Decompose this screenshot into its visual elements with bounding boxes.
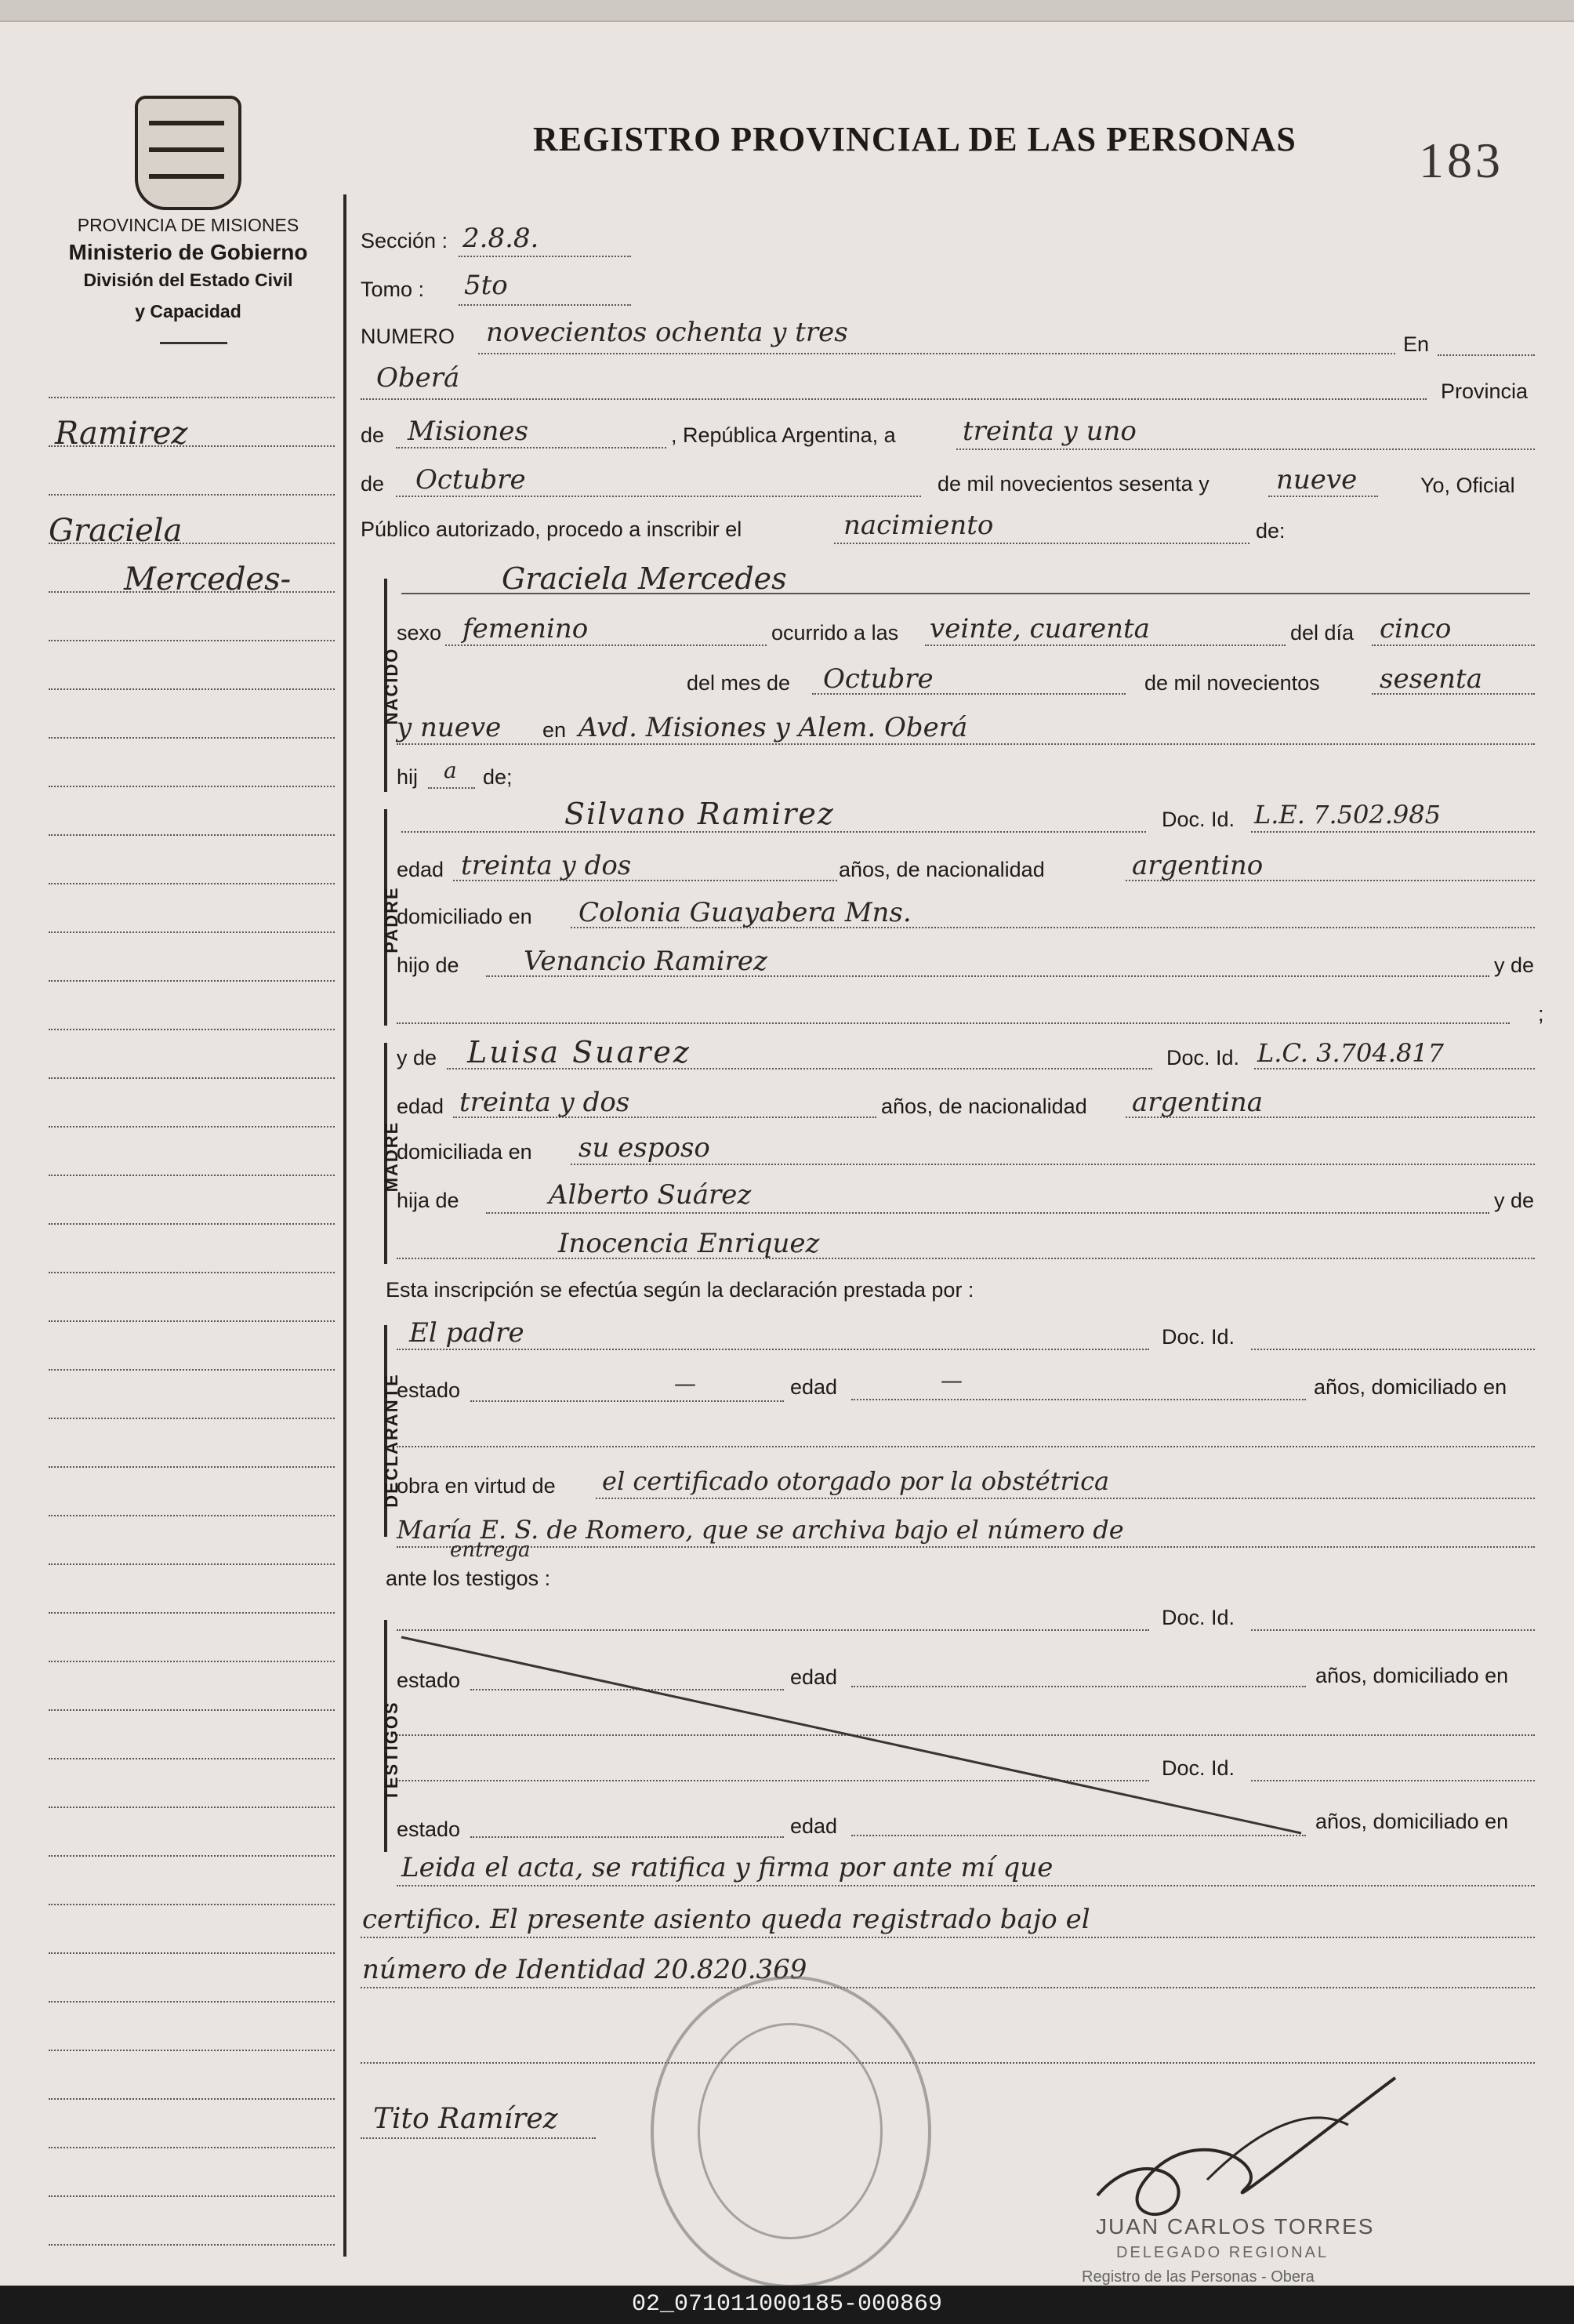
label-padre-nac: años, de nacionalidad [839, 858, 1045, 881]
value-anio-nac: sesenta [1380, 663, 1482, 695]
label-madre-nac: años, de nacionalidad [881, 1095, 1087, 1118]
margin-surname: Ramirez [55, 416, 188, 452]
value-dia-nac: cinco [1380, 613, 1452, 645]
value-madre-dom: su esposo [578, 1132, 710, 1164]
label-de-prov: de [361, 423, 385, 447]
value-seccion: 2.8.8. [462, 223, 539, 254]
value-cierre-2: certifico. El presente asiento queda registrado bajo el [362, 1904, 1090, 1935]
value-madre-edad: treinta y dos [459, 1087, 630, 1118]
label-de-colon: de: [1256, 519, 1286, 543]
value-anio: nueve [1276, 464, 1358, 496]
header-province: PROVINCIA DE MISIONES [77, 215, 299, 235]
label-del-dia: del día [1290, 621, 1355, 645]
value-lugar: Oberá [376, 362, 460, 394]
label-t2-estado: estado [397, 1817, 461, 1841]
value-padre-dom: Colonia Guayabera Mns. [578, 897, 912, 928]
label-de-mes: de [361, 472, 385, 496]
label-madre-y-de: y de [397, 1046, 437, 1069]
label-tomo: Tomo : [361, 278, 425, 301]
label-inscripcion: Esta inscripción se efectúa según la declaración prestada por : [386, 1278, 974, 1302]
margin-given-1: Graciela [49, 513, 183, 549]
label-t2-edad: edad [790, 1814, 838, 1838]
label-hija-de: hija de [397, 1189, 459, 1212]
folio-number: 183 [1419, 133, 1503, 188]
line-cierre-2 [361, 1937, 1535, 1938]
label-en: En [1403, 332, 1430, 356]
label-dec-anios: años, domiciliado en [1314, 1375, 1507, 1399]
value-tomo: 5to [464, 270, 508, 301]
label-yo-oficial: Yo, Oficial [1420, 474, 1515, 497]
label-de-mil-sesenta: de mil novecientos sesenta y [938, 472, 1210, 496]
label-provincia: Provincia [1441, 379, 1529, 403]
label-padre-doc: Doc. Id. [1162, 808, 1235, 831]
value-sexo: femenino [462, 613, 589, 645]
label-dec-edad: edad [790, 1375, 838, 1399]
value-provincia: Misiones [408, 416, 528, 447]
signature-left: Tito Ramírez [373, 2103, 558, 2135]
side-label-declarante: DECLARANTE [382, 1373, 401, 1508]
value-acto: nacimiento [843, 510, 994, 541]
label-republica: , República Argentina, a [671, 423, 896, 447]
label-t1-doc: Doc. Id. [1162, 1606, 1235, 1629]
value-lugar-nac: Avd. Misiones y Alem. Oberá [578, 712, 968, 743]
header-division-1: División del Estado Civil [83, 270, 293, 290]
value-madre-doc: L.C. 3.704.817 [1257, 1038, 1444, 1068]
value-padre-nac: argentino [1132, 850, 1264, 881]
value-declarante: El padre [409, 1317, 524, 1349]
label-dec-estado: estado [397, 1378, 461, 1402]
label-t1-estado: estado [397, 1669, 461, 1692]
value-madre-madre: Inocencia Enriquez [558, 1228, 820, 1259]
image-id-footer: 02_071011000185-000869 [0, 2286, 1574, 2324]
line-cierre-1 [397, 1885, 1535, 1886]
label-dec-doc: Doc. Id. [1162, 1325, 1235, 1349]
value-obra-3: entrega [450, 1538, 531, 1562]
value-cierre-1: Leida el acta, se ratifica y firma por ante mí que [401, 1852, 1054, 1883]
page-title: REGISTRO PROVINCIAL DE LAS PERSONAS [533, 120, 1297, 158]
value-padre-edad: treinta y dos [461, 850, 632, 881]
value-dec-estado: — [674, 1371, 696, 1396]
label-de-mil-nov: de mil novecientos [1144, 671, 1320, 695]
official-office: Registro de las Personas - Obera [1082, 2268, 1315, 2286]
value-padre-padre: Venancio Ramirez [524, 946, 767, 977]
label-de-hij: de; [483, 765, 513, 789]
label-madre-y-de2: y de [1494, 1189, 1535, 1212]
label-padre-edad: edad [397, 858, 444, 881]
label-padre-y-de: y de [1494, 953, 1535, 977]
label-semicolon: ; [1538, 1002, 1544, 1026]
value-madre-padre: Alberto Suárez [549, 1179, 752, 1211]
side-label-padre: PADRE [382, 886, 401, 953]
line-cierre-3 [361, 1987, 1535, 1988]
value-obra-1: el certificado otorgado por la obstétrica [602, 1466, 1110, 1496]
value-padre-nombre: Silvano Ramirez [564, 797, 835, 831]
header-ministry: Ministerio de Gobierno [68, 240, 308, 264]
label-en-nac: en [542, 718, 567, 742]
label-t2-doc: Doc. Id. [1162, 1756, 1235, 1780]
value-padre-doc: L.E. 7.502.985 [1254, 800, 1441, 830]
label-madre-doc: Doc. Id. [1166, 1046, 1240, 1069]
value-cierre-3: número de Identidad 20.820.369 [362, 1954, 807, 1985]
label-madre-dom: domiciliada en [397, 1140, 532, 1164]
line-signature-left [361, 2137, 596, 2139]
value-anio-nac2: y nueve [397, 712, 502, 743]
label-obra: obra en virtud de [397, 1474, 556, 1498]
label-t1-edad: edad [790, 1665, 838, 1689]
label-sexo: sexo [397, 621, 442, 645]
side-label-nacido: NACIDO [382, 647, 401, 725]
label-madre-edad: edad [397, 1095, 444, 1118]
label-t2-anios: años, domiciliado en [1315, 1810, 1509, 1833]
margin-given-2: Mercedes- [124, 561, 292, 597]
value-hora: veinte, cuarenta [930, 613, 1150, 645]
label-hijo-de: hijo de [397, 953, 459, 977]
label-padre-dom: domiciliado en [397, 905, 532, 928]
value-obra-2: María E. S. de Romero, que se archiva bajo el número de [397, 1515, 1124, 1545]
value-hij-o: a [444, 757, 457, 783]
value-numero: novecientos ochenta y tres [486, 317, 848, 348]
value-mes-nac: Octubre [823, 663, 934, 695]
official-seal-stamp-inner [698, 2023, 883, 2239]
header-division-2: y Capacidad [135, 301, 241, 321]
value-mes: Octubre [415, 464, 526, 496]
value-madre-nac: argentina [1132, 1087, 1264, 1118]
value-madre-nombre: Luisa Suarez [467, 1035, 691, 1069]
label-ocurrido: ocurrido a las [771, 621, 899, 645]
value-dia: treinta y uno [963, 416, 1137, 447]
label-hij: hij [397, 765, 419, 789]
value-nombre: Graciela Mercedes [502, 561, 787, 596]
label-del-mes: del mes de [687, 671, 791, 695]
label-publico: Público autorizado, procedo a inscribir el [361, 517, 742, 541]
label-seccion: Sección : [361, 229, 448, 252]
label-t1-anios: años, domiciliado en [1315, 1664, 1509, 1687]
label-ante: ante los testigos : [386, 1567, 551, 1590]
side-label-madre: MADRE [382, 1120, 401, 1193]
official-name: JUAN CARLOS TORRES [1096, 2214, 1375, 2239]
side-label-testigos: TESTIGOS [382, 1701, 401, 1801]
value-dec-edad: — [941, 1367, 963, 1393]
label-numero: NUMERO [361, 325, 455, 348]
signature-right [1066, 2054, 1427, 2227]
official-role: DELEGADO REGIONAL [1116, 2244, 1329, 2261]
